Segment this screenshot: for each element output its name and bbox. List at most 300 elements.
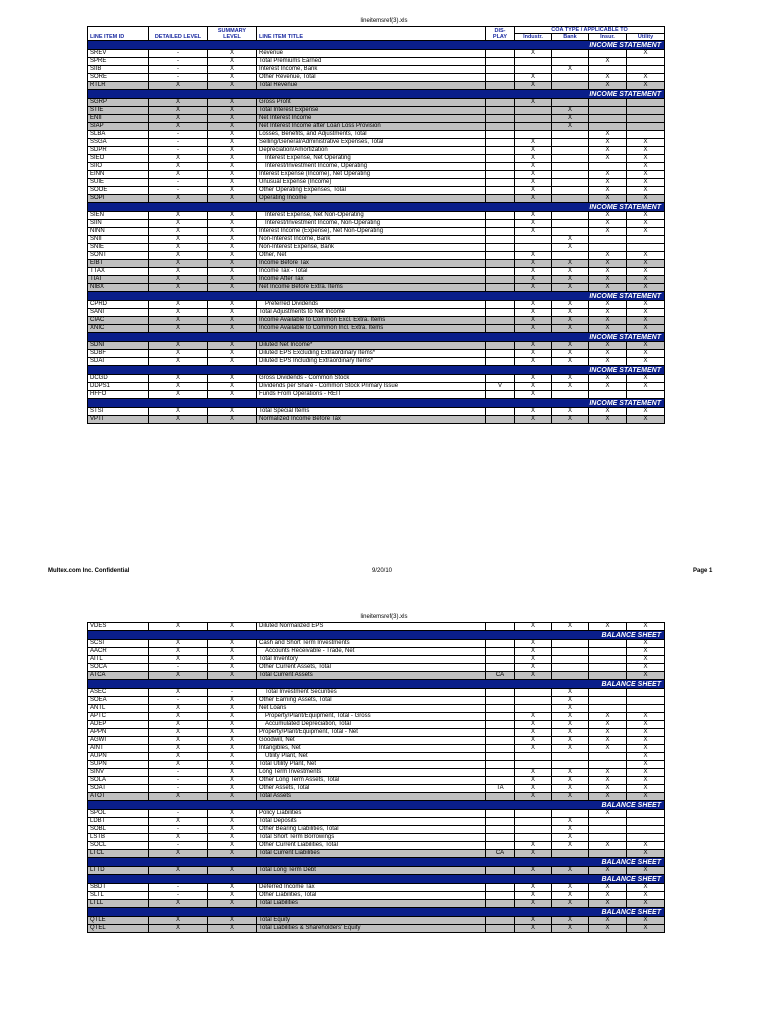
industrial-mark: X [515, 648, 552, 656]
table-row [88, 826, 665, 834]
bank-mark [552, 163, 589, 171]
bank-mark: X [552, 705, 589, 713]
bank-mark: X [552, 276, 589, 284]
utility-mark: X [627, 82, 665, 90]
line-item-id: APTC [88, 713, 149, 721]
line-item-id: VPTI [88, 416, 149, 424]
utility-mark: X [627, 212, 665, 220]
table-row [88, 115, 665, 123]
detailed-level-mark: X [149, 834, 208, 842]
industrial-mark: X [515, 769, 552, 777]
header-detailed-level: DETAILED LEVEL [149, 27, 208, 41]
industrial-mark: X [515, 99, 552, 107]
table-row [88, 785, 665, 793]
display-code [486, 179, 515, 187]
display-code [486, 131, 515, 139]
line-item-title: Total Current Assets [257, 672, 486, 680]
summary-level-mark: X [208, 745, 257, 753]
bank-mark [552, 187, 589, 195]
detailed-level-mark: X [149, 220, 208, 228]
display-code [486, 276, 515, 284]
utility-mark: X [627, 664, 665, 672]
detailed-level-mark: X [149, 917, 208, 925]
table-row [88, 391, 665, 399]
display-code [486, 648, 515, 656]
line-item-id: XNIC [88, 325, 149, 333]
utility-mark: X [627, 187, 665, 195]
detailed-level-mark: - [149, 50, 208, 58]
detailed-level-mark: - [149, 826, 208, 834]
table-row [88, 648, 665, 656]
detailed-level-mark: X [149, 867, 208, 875]
industrial-mark: X [515, 220, 552, 228]
utility-mark: X [627, 737, 665, 745]
insurance-mark [589, 391, 627, 399]
bank-mark: X [552, 107, 589, 115]
utility-mark: X [627, 850, 665, 858]
industrial-mark: X [515, 268, 552, 276]
section-header [88, 858, 665, 867]
display-code [486, 66, 515, 74]
utility-mark [627, 123, 665, 131]
line-item-title: Total Liabilities [257, 900, 486, 908]
line-item-title: Policy Liabilities [257, 810, 486, 818]
line-item-id: SSGA [88, 139, 149, 147]
table-row [88, 383, 665, 391]
industrial-mark [515, 115, 552, 123]
table-row [88, 745, 665, 753]
industrial-mark: X [515, 155, 552, 163]
bank-mark: X [552, 793, 589, 801]
line-item-id: LTCL [88, 850, 149, 858]
section-label: INCOME STATEMENT [88, 292, 665, 301]
display-code [486, 284, 515, 292]
industrial-mark [515, 697, 552, 705]
detailed-level-mark: X [149, 383, 208, 391]
display-code [486, 268, 515, 276]
detailed-level-mark: X [149, 350, 208, 358]
insurance-mark [589, 818, 627, 826]
line-item-title: Total Investment Securities [257, 689, 486, 697]
detailed-level-mark: X [149, 115, 208, 123]
line-item-id: SNIE [88, 244, 149, 252]
summary-level-mark: X [208, 777, 257, 785]
display-code [486, 342, 515, 350]
line-item-title: Gross Dividends - Common Stock [257, 375, 486, 383]
line-item-id: ENII [88, 115, 149, 123]
detailed-level-mark: X [149, 228, 208, 236]
industrial-mark: X [515, 212, 552, 220]
table-row [88, 163, 665, 171]
utility-mark [627, 66, 665, 74]
line-item-title: Other Operating Expenses, Total [257, 187, 486, 195]
utility-mark: X [627, 179, 665, 187]
insurance-mark: X [589, 737, 627, 745]
utility-mark: X [627, 155, 665, 163]
utility-mark: X [627, 350, 665, 358]
line-item-title: Intangibles, Net [257, 745, 486, 753]
table-row [88, 179, 665, 187]
line-item-id: AINT [88, 745, 149, 753]
utility-mark: X [627, 252, 665, 260]
summary-level-mark: X [208, 925, 257, 933]
header-utility: Utility [627, 34, 665, 41]
summary-level-mark: X [208, 867, 257, 875]
bank-mark: X [552, 713, 589, 721]
bank-mark: X [552, 867, 589, 875]
summary-level-mark: X [208, 155, 257, 163]
industrial-mark [515, 818, 552, 826]
line-item-id: SOEA [88, 697, 149, 705]
industrial-mark: X [515, 284, 552, 292]
section-header [88, 333, 665, 342]
summary-level-mark: X [208, 826, 257, 834]
table-row [88, 697, 665, 705]
line-item-title: Income Available to Common Excl. Extra. Items [257, 317, 486, 325]
summary-level-mark: X [208, 705, 257, 713]
line-item-id: DDPS1 [88, 383, 149, 391]
summary-level-mark: X [208, 656, 257, 664]
line-item-id: HFFO [88, 391, 149, 399]
summary-level-mark: X [208, 228, 257, 236]
display-code [486, 721, 515, 729]
display-code [486, 408, 515, 416]
line-item-title: Unusual Expense (Income) [257, 179, 486, 187]
insurance-mark: X [589, 252, 627, 260]
utility-mark: X [627, 842, 665, 850]
utility-mark: X [627, 753, 665, 761]
table-row [88, 317, 665, 325]
utility-mark: X [627, 416, 665, 424]
insurance-mark: X [589, 58, 627, 66]
utility-mark [627, 115, 665, 123]
header-summary-level: SUMMARY LEVEL [208, 27, 257, 41]
industrial-mark [515, 107, 552, 115]
footer-date: 9/20/10 [372, 568, 393, 574]
utility-mark: X [627, 147, 665, 155]
industrial-mark: X [515, 391, 552, 399]
bank-mark: X [552, 925, 589, 933]
industrial-mark [515, 123, 552, 131]
line-items-table-page-2 [87, 622, 665, 933]
table-row [88, 195, 665, 203]
insurance-mark: X [589, 317, 627, 325]
bank-mark: X [552, 721, 589, 729]
section-label: INCOME STATEMENT [88, 399, 665, 408]
detailed-level-mark: X [149, 99, 208, 107]
industrial-mark: X [515, 793, 552, 801]
utility-mark [627, 705, 665, 713]
summary-level-mark: X [208, 284, 257, 292]
table-row [88, 375, 665, 383]
summary-level-mark: X [208, 697, 257, 705]
line-item-id: SDPR [88, 147, 149, 155]
insurance-mark [589, 826, 627, 834]
bank-mark: X [552, 268, 589, 276]
detailed-level-mark: X [149, 155, 208, 163]
summary-level-mark: X [208, 115, 257, 123]
industrial-mark [515, 826, 552, 834]
display-code [486, 244, 515, 252]
table-row [88, 818, 665, 826]
utility-mark: X [627, 623, 665, 631]
line-item-id: SDNI [88, 342, 149, 350]
display-code [486, 212, 515, 220]
table-row [88, 408, 665, 416]
file-name-page-2: lineitemsref(3).xls [360, 614, 408, 620]
table-row [88, 155, 665, 163]
utility-mark: X [627, 745, 665, 753]
detailed-level-mark: - [149, 66, 208, 74]
utility-mark: X [627, 375, 665, 383]
line-item-title: Depreciation/Amortization [257, 147, 486, 155]
table-row [88, 276, 665, 284]
industrial-mark: X [515, 850, 552, 858]
line-item-id: SOAT [88, 785, 149, 793]
detailed-level-mark: - [149, 785, 208, 793]
summary-level-mark: X [208, 99, 257, 107]
display-code [486, 834, 515, 842]
table-row [88, 187, 665, 195]
line-item-title: Total Liabilities & Shareholders' Equity [257, 925, 486, 933]
section-header [88, 292, 665, 301]
display-code: TA [486, 785, 515, 793]
table-row [88, 416, 665, 424]
industrial-mark: X [515, 179, 552, 187]
section-header [88, 908, 665, 917]
summary-level-mark: X [208, 66, 257, 74]
line-item-title: Total Premiums Earned [257, 58, 486, 66]
header-industrial: Industr. [515, 34, 552, 41]
utility-mark: X [627, 342, 665, 350]
line-item-title: Selling/General/Administrative Expenses, Total [257, 139, 486, 147]
bank-mark: X [552, 115, 589, 123]
display-code [486, 745, 515, 753]
line-item-id: SIEN [88, 212, 149, 220]
detailed-level-mark: X [149, 252, 208, 260]
line-item-title: Net Loans [257, 705, 486, 713]
line-item-id: SCSI [88, 640, 149, 648]
section-header [88, 90, 665, 99]
section-label: BALANCE SHEET [88, 908, 665, 917]
utility-mark: X [627, 721, 665, 729]
summary-level-mark: X [208, 884, 257, 892]
summary-level-mark: X [208, 737, 257, 745]
display-code [486, 187, 515, 195]
line-item-id: AGWI [88, 737, 149, 745]
line-item-title: Total Current Liabilities [257, 850, 486, 858]
industrial-mark: X [515, 325, 552, 333]
line-item-title: Normalized Income Before Tax [257, 416, 486, 424]
utility-mark: X [627, 325, 665, 333]
line-item-title: Total Revenue [257, 82, 486, 90]
detailed-level-mark: X [149, 301, 208, 309]
bank-mark [552, 195, 589, 203]
industrial-mark: X [515, 416, 552, 424]
display-code [486, 391, 515, 399]
summary-level-mark: X [208, 171, 257, 179]
display-code [486, 818, 515, 826]
table-row [88, 769, 665, 777]
insurance-mark: X [589, 268, 627, 276]
table-row [88, 640, 665, 648]
industrial-mark [515, 834, 552, 842]
display-code [486, 195, 515, 203]
insurance-mark: X [589, 892, 627, 900]
line-item-id: ASEC [88, 689, 149, 697]
display-code [486, 317, 515, 325]
insurance-mark [589, 672, 627, 680]
table-row [88, 917, 665, 925]
summary-level-mark: X [208, 623, 257, 631]
detailed-level-mark: X [149, 325, 208, 333]
bank-mark [552, 147, 589, 155]
bank-mark [552, 139, 589, 147]
insurance-mark: X [589, 810, 627, 818]
detailed-level-mark: X [149, 82, 208, 90]
insurance-mark [589, 753, 627, 761]
industrial-mark: X [515, 228, 552, 236]
industrial-mark: X [515, 82, 552, 90]
display-code [486, 139, 515, 147]
detailed-level-mark: X [149, 342, 208, 350]
utility-mark: X [627, 195, 665, 203]
detailed-level-mark: - [149, 777, 208, 785]
utility-mark: X [627, 228, 665, 236]
display-code [486, 884, 515, 892]
line-item-id: SONT [88, 252, 149, 260]
table-row [88, 623, 665, 631]
display-code [486, 753, 515, 761]
line-item-title: Gross Profit [257, 99, 486, 107]
bank-mark: X [552, 375, 589, 383]
line-item-id: RTLR [88, 82, 149, 90]
line-item-title: Total Adjustments to Net Income [257, 309, 486, 317]
detailed-level-mark: X [149, 195, 208, 203]
line-item-title: Non-Interest Income, Bank [257, 236, 486, 244]
line-item-title: Other, Net [257, 252, 486, 260]
display-code [486, 761, 515, 769]
detailed-level-mark: X [149, 925, 208, 933]
display-code [486, 640, 515, 648]
line-item-title: Total Special Items [257, 408, 486, 416]
table-row [88, 50, 665, 58]
line-item-id: ADEP [88, 721, 149, 729]
display-code [486, 705, 515, 713]
bank-mark: X [552, 729, 589, 737]
summary-level-mark: X [208, 301, 257, 309]
insurance-mark: X [589, 131, 627, 139]
bank-mark: X [552, 697, 589, 705]
display-code [486, 697, 515, 705]
insurance-mark: X [589, 82, 627, 90]
bank-mark: X [552, 745, 589, 753]
section-label: BALANCE SHEET [88, 801, 665, 810]
line-item-title: Diluted Net Income* [257, 342, 486, 350]
utility-mark [627, 391, 665, 399]
utility-mark [627, 689, 665, 697]
bank-mark: X [552, 284, 589, 292]
detailed-level-mark: X [149, 761, 208, 769]
table-row [88, 74, 665, 82]
industrial-mark: X [515, 917, 552, 925]
insurance-mark: X [589, 745, 627, 753]
insurance-mark [589, 656, 627, 664]
line-item-title: Interest Expense (Income), Net Operating [257, 171, 486, 179]
summary-level-mark: X [208, 664, 257, 672]
industrial-mark: X [515, 737, 552, 745]
insurance-mark: X [589, 147, 627, 155]
detailed-level-mark: X [149, 276, 208, 284]
display-code [486, 867, 515, 875]
detailed-level-mark: X [149, 737, 208, 745]
bank-mark: X [552, 358, 589, 366]
display-code [486, 810, 515, 818]
table-row [88, 171, 665, 179]
line-item-id: SOPI [88, 195, 149, 203]
detailed-level-mark: X [149, 705, 208, 713]
insurance-mark: X [589, 260, 627, 268]
detailed-level-mark: X [149, 793, 208, 801]
table-row [88, 82, 665, 90]
industrial-mark [515, 705, 552, 713]
display-code [486, 309, 515, 317]
header-insurance: Insur. [589, 34, 627, 41]
display-code [486, 729, 515, 737]
insurance-mark: X [589, 228, 627, 236]
utility-mark: X [627, 301, 665, 309]
industrial-mark: X [515, 358, 552, 366]
table-row [88, 99, 665, 107]
summary-level-mark: X [208, 252, 257, 260]
line-item-title: Net Interest Income after Loan Loss Provision [257, 123, 486, 131]
table-row [88, 260, 665, 268]
display-code [486, 82, 515, 90]
summary-level-mark: X [208, 107, 257, 115]
line-item-title: Utility Plant, Net [257, 753, 486, 761]
table-row [88, 212, 665, 220]
bank-mark [552, 228, 589, 236]
detailed-level-mark: X [149, 375, 208, 383]
display-code: V [486, 383, 515, 391]
insurance-mark: X [589, 842, 627, 850]
display-code [486, 50, 515, 58]
line-item-id: AUPN [88, 753, 149, 761]
display-code [486, 826, 515, 834]
header-line-item-id: LINE ITEM ID [88, 27, 149, 41]
industrial-mark: X [515, 276, 552, 284]
summary-level-mark: X [208, 212, 257, 220]
industrial-mark: X [515, 867, 552, 875]
line-item-title: Diluted EPS Including Extraordinary Items* [257, 358, 486, 366]
bank-mark [552, 171, 589, 179]
insurance-mark [589, 99, 627, 107]
file-name: lineitemsref(3).xls [360, 18, 408, 24]
line-item-id: SANI [88, 309, 149, 317]
line-item-title: Other Revenue, Total [257, 74, 486, 82]
detailed-level-mark: X [149, 640, 208, 648]
detailed-level-mark: - [149, 884, 208, 892]
section-header [88, 41, 665, 50]
table-row [88, 689, 665, 697]
line-item-id: ATCA [88, 672, 149, 680]
summary-level-mark: X [208, 82, 257, 90]
line-item-title: Total Inventory [257, 656, 486, 664]
insurance-mark [589, 123, 627, 131]
bank-mark: X [552, 689, 589, 697]
line-item-id: SLTL [88, 892, 149, 900]
line-item-title: Total Assets [257, 793, 486, 801]
